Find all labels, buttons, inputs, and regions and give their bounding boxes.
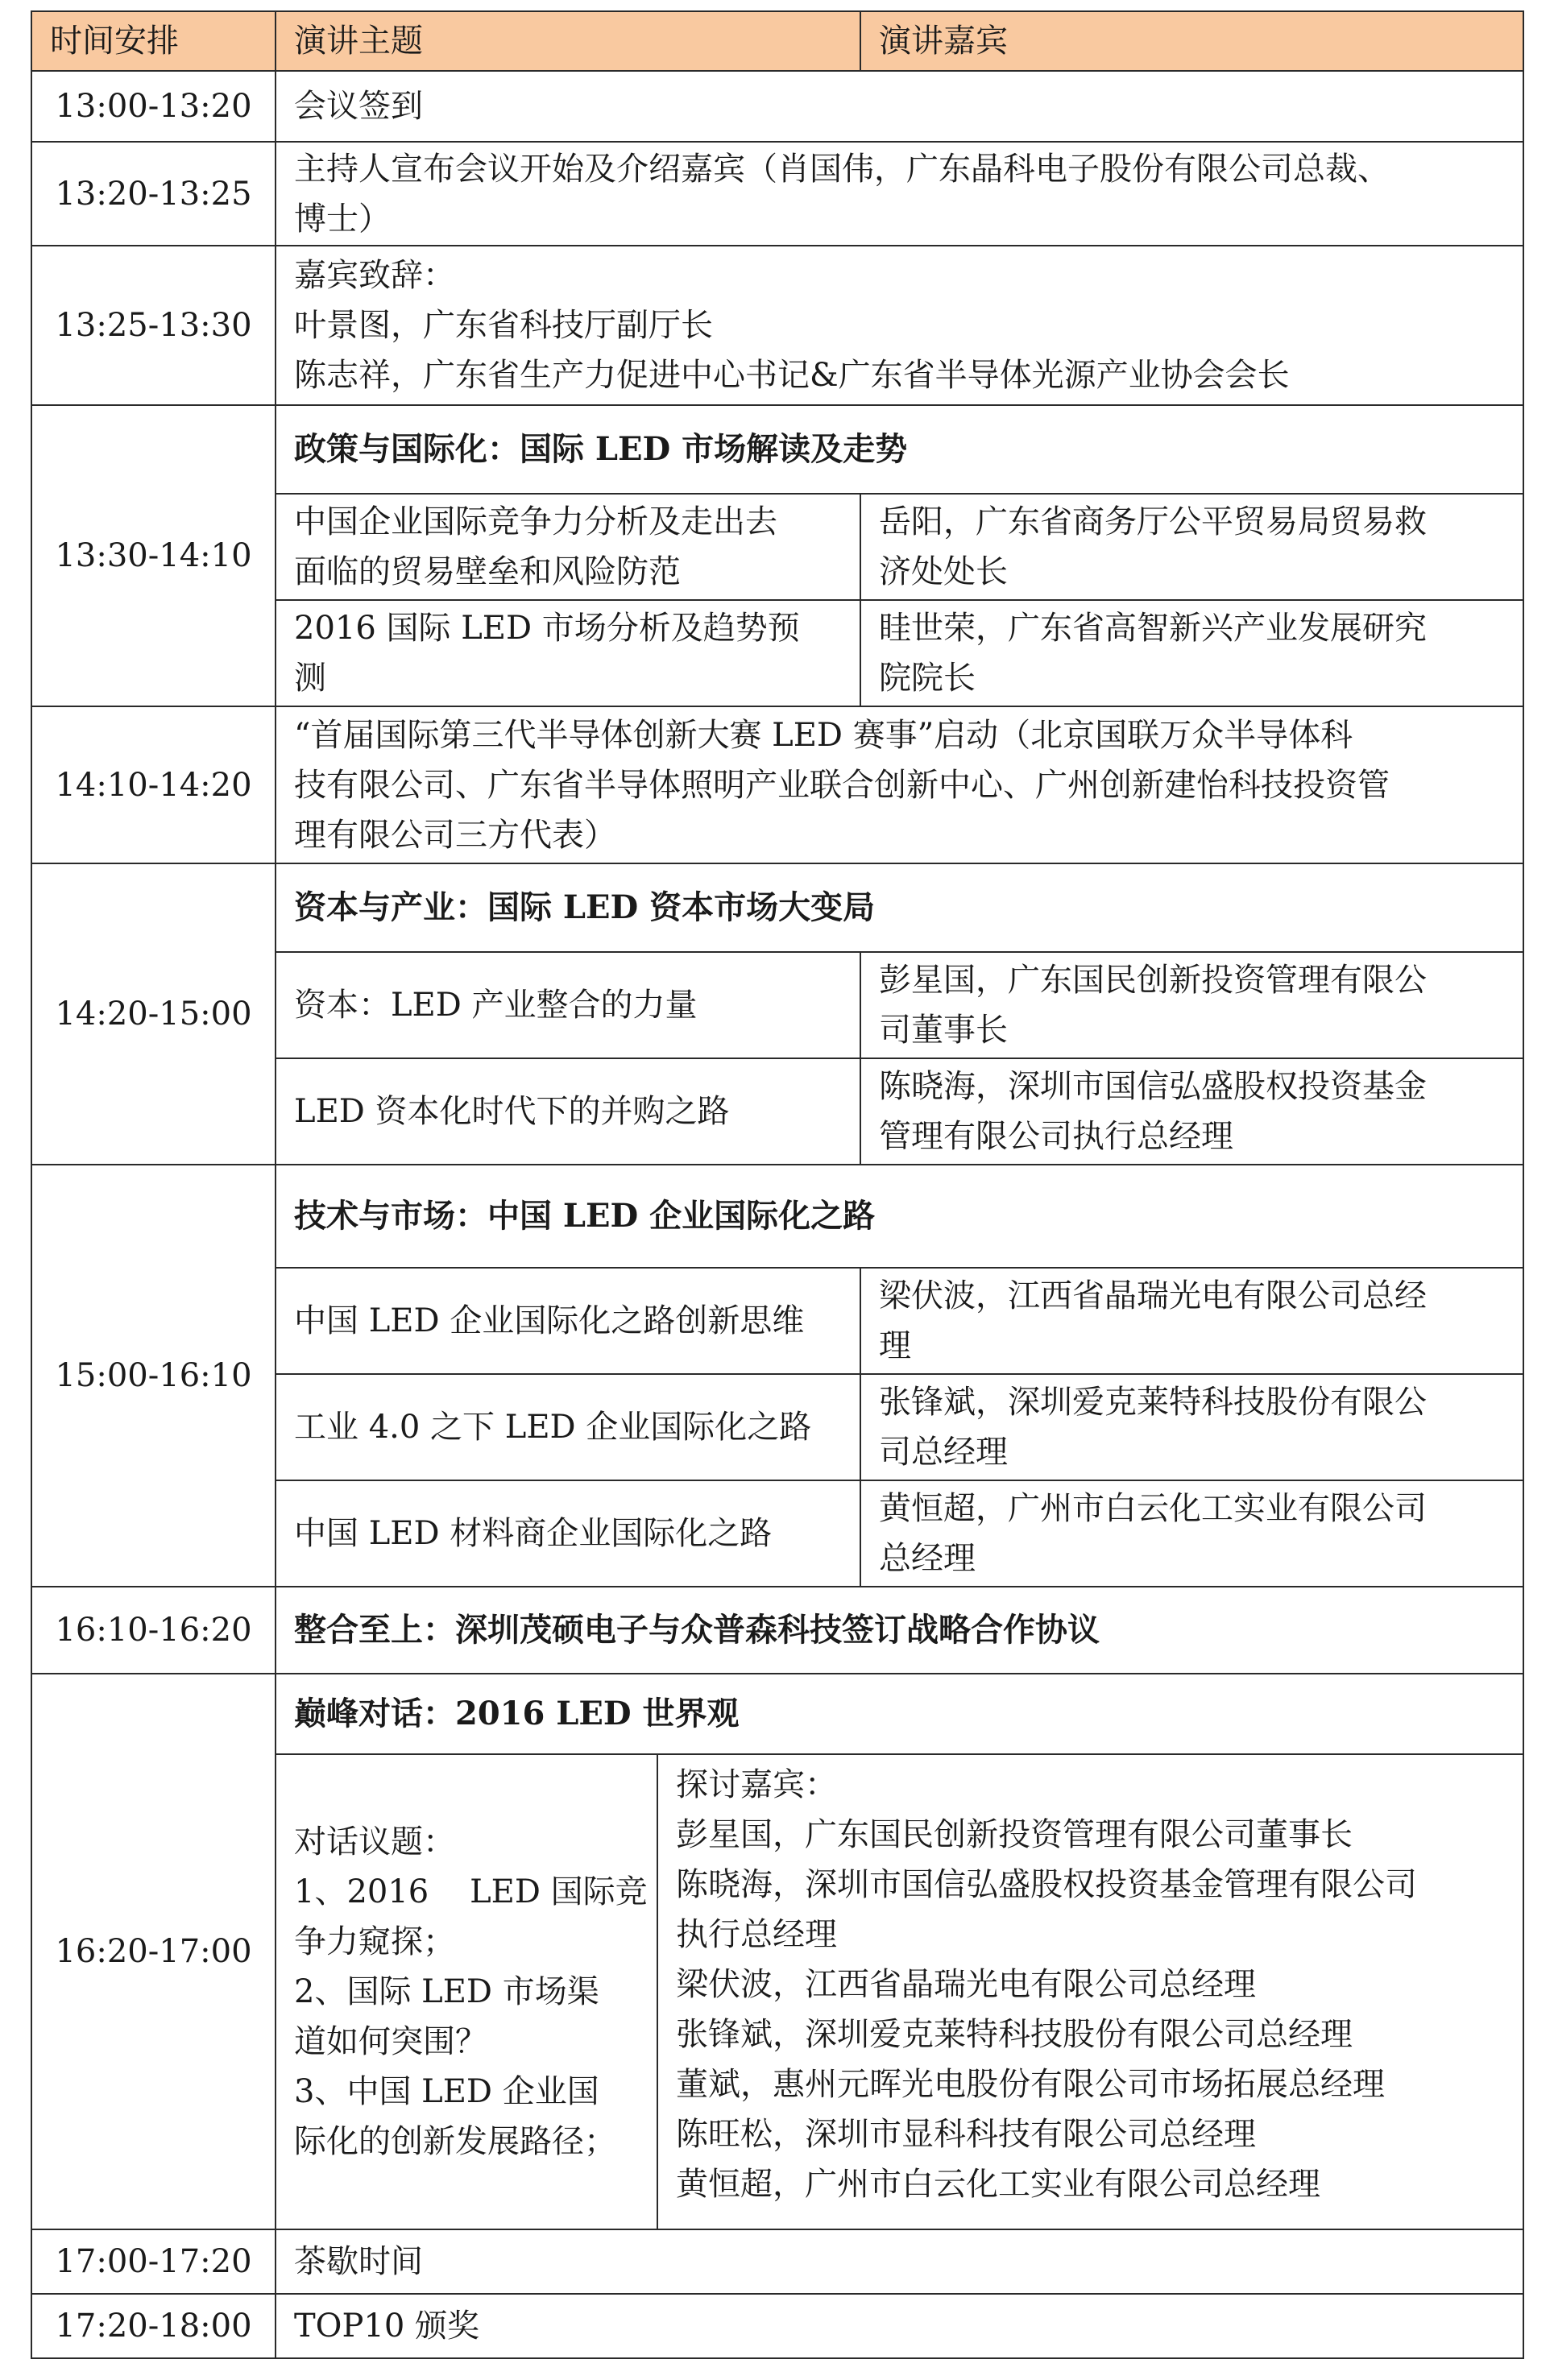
speaker-line: 司总经理 [879,1434,1008,1471]
talk-topic [276,600,860,706]
row-topic: 茶歇时间 [276,2229,1523,2294]
agenda-document [31,10,1523,2359]
talk-speaker [860,600,1523,706]
row-time: 17:00-17:20 [31,2229,276,2294]
row-time: 16:20-17:00 [31,1674,276,2229]
speaker-line: 司董事长 [879,1012,1008,1049]
header-speaker: 演讲嘉宾 [860,11,1523,71]
speaker-line: 张锋斌，深圳爱克莱特科技股份有限公 [879,1384,1427,1421]
topic-line: 技有限公司、广东省半导体照明产业联合创新中心、广州创新建怡科技投资管 [294,766,1390,804]
header-time: 时间安排 [31,11,276,71]
table-row [31,246,1523,405]
row-time: 16:10-16:20 [31,1587,276,1674]
speaker-line: 梁伏波，江西省晶瑞光电有限公司总经 [879,1277,1427,1314]
speaker-line: 岳阳，广东省商务厅公平贸易局贸易救 [879,503,1427,540]
row-time: 14:10-14:20 [31,706,276,863]
dialogue-topics [276,1754,657,2229]
talk-topic: 中国 LED 材料商企业国际化之路 [276,1480,860,1587]
topic-line: 争力窥探； [294,1923,455,1960]
topic-line: 主持人宣布会议开始及介绍嘉宾（肖国伟，广东晶科电子股份有限公司总裁、 [294,150,1390,188]
guest-line: 黄恒超，广州市白云化工实业有限公司总经理 [676,2166,1320,2203]
table-row [31,1587,1523,1674]
topic-line: 对话议题： [294,1823,455,1861]
talk-speaker [860,1268,1523,1374]
header-topic: 演讲主题 [276,11,860,71]
section-title: 政策与国际化：国际 LED 市场解读及走势 [276,405,1523,494]
row-time: 14:20-15:00 [31,863,276,1165]
talk-speaker [860,1480,1523,1587]
row-topic [276,706,1523,863]
topic-line: 际化的创新发展路径； [294,2123,616,2160]
talk-speaker [860,1374,1523,1480]
talk-topic: 资本：LED 产业整合的力量 [276,952,860,1058]
section-title: 资本与产业：国际 LED 资本市场大变局 [276,863,1523,952]
speaker-line: 黄恒超，广州市白云化工实业有限公司 [879,1490,1427,1527]
table-row [31,2294,1523,2358]
row-topic: 整合至上：深圳茂硕电子与众普森科技签订战略合作协议 [276,1587,1523,1674]
dialogue-guests [657,1754,1523,2229]
talk-speaker [860,952,1523,1058]
topic-line: 道如何突围？ [294,2023,487,2060]
talk-speaker [860,494,1523,600]
table-header-row [31,11,1523,71]
speaker-line: 济处处长 [879,553,1008,590]
talk-topic: LED 资本化时代下的并购之路 [276,1058,860,1165]
section-title: 技术与市场：中国 LED 企业国际化之路 [276,1165,1523,1268]
guest-line: 执行总经理 [676,1916,837,1953]
topic-line: 博士） [294,200,391,238]
guest-line: 陈旺松，深圳市显科科技有限公司总经理 [676,2116,1256,2153]
talk-topic: 中国 LED 企业国际化之路创新思维 [276,1268,860,1374]
topic-line: 测 [294,660,326,697]
topic-line: 中国企业国际竞争力分析及走出去 [294,503,777,540]
row-time: 17:20-18:00 [31,2294,276,2358]
topic-line: 2、国际 LED 市场渠 [294,1973,599,2010]
guest-line: 梁伏波，江西省晶瑞光电有限公司总经理 [676,1966,1256,2003]
guest-line: 张锋斌，深圳爱克莱特科技股份有限公司总经理 [676,2016,1353,2053]
section-title-row [31,405,1523,494]
row-topic [276,246,1523,405]
guest-line: 彭星国，广东国民创新投资管理有限公司董事长 [676,1816,1353,1853]
guest-line: 陈晓海，深圳市国信弘盛股权投资基金管理有限公司 [676,1866,1417,1903]
talk-speaker [860,1058,1523,1165]
topic-line: 面临的贸易壁垒和风险防范 [294,553,681,590]
topic-line: 2016 国际 LED 市场分析及趋势预 [294,610,800,647]
topic-line: 理有限公司三方代表） [294,816,616,854]
table-row [31,706,1523,863]
row-topic: TOP10 颁奖 [276,2294,1523,2358]
row-time: 15:00-16:10 [31,1165,276,1587]
section-title-row [31,1165,1523,1268]
talk-topic [276,494,860,600]
table-row [31,71,1523,142]
row-topic: 会议签到 [276,71,1523,142]
speaker-line: 彭星国，广东国民创新投资管理有限公 [879,962,1427,999]
topic-line: 3、中国 LED 企业国 [294,2073,599,2110]
speaker-line: 理 [879,1327,911,1364]
topic-line: “首届国际第三代半导体创新大赛 LED 赛事”启动（北京国联万众半导体科 [294,716,1353,754]
speaker-line: 总经理 [879,1540,976,1577]
speaker-line: 管理有限公司执行总经理 [879,1118,1233,1155]
section-title: 巅峰对话：2016 LED 世界观 [276,1674,1523,1754]
topic-line: 嘉宾致辞： [294,257,455,294]
guest-line: 董斌，惠州元晖光电股份有限公司市场拓展总经理 [676,2066,1385,2103]
row-time: 13:25-13:30 [31,246,276,405]
speaker-line: 眭世荣，广东省高智新兴产业发展研究 [879,610,1427,647]
guest-line: 探讨嘉宾： [676,1766,837,1803]
section-title-row [31,863,1523,952]
topic-line: 1、2016 LED 国际竞 [294,1873,648,1910]
row-time: 13:20-13:25 [31,142,276,246]
row-time: 13:00-13:20 [31,71,276,142]
talk-topic: 工业 4.0 之下 LED 企业国际化之路 [276,1374,860,1480]
section-title-row [31,1674,1523,1754]
speaker-line: 院院长 [879,660,976,697]
row-topic [276,142,1523,246]
speaker-line: 陈晓海，深圳市国信弘盛股权投资基金 [879,1068,1427,1105]
row-time: 13:30-14:10 [31,405,276,706]
topic-line: 陈志祥，广东省生产力促进中心书记&广东省半导体光源产业协会会长 [294,357,1290,394]
table-row [31,2229,1523,2294]
table-row [31,142,1523,246]
agenda-table [31,10,1524,2359]
topic-line: 叶景图，广东省科技厅副厅长 [294,307,713,344]
